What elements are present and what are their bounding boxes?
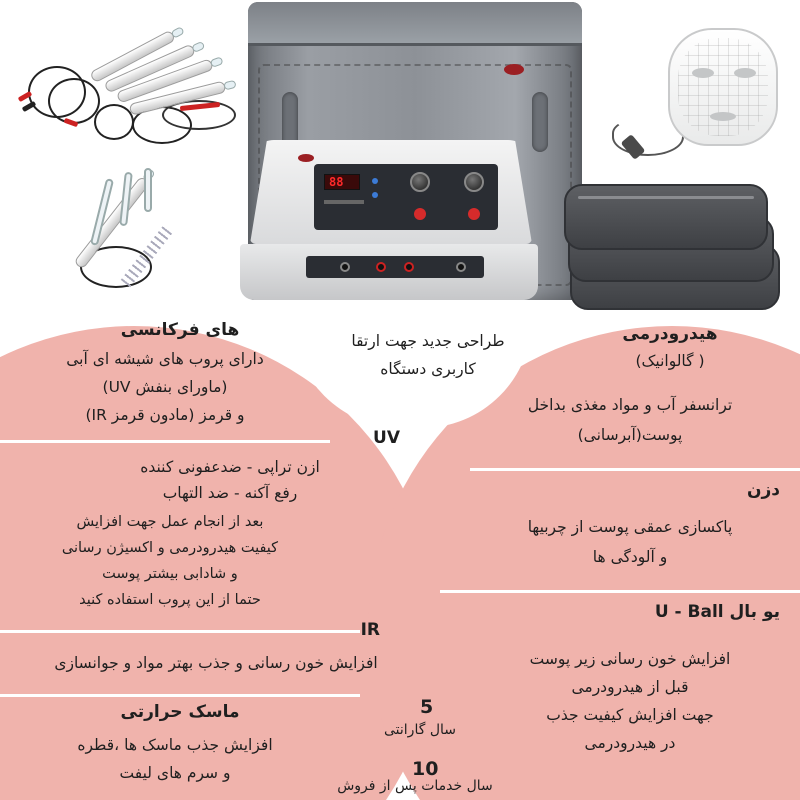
desincrustation-line: پاکسازی عمقی پوست از چربیها <box>527 518 733 536</box>
left-divider-1 <box>0 440 330 443</box>
hydroderma-title: هیدرودرمی <box>622 324 718 344</box>
facial-device-icon <box>240 140 538 300</box>
probe-set-icon <box>14 8 242 156</box>
hydroderma-line: پوست(آبرسانی) <box>577 426 683 444</box>
desincrustation-title: دزن <box>746 480 780 500</box>
ir-title: IR <box>360 620 380 640</box>
face-mask-icon <box>668 28 778 146</box>
right-divider-2 <box>440 590 800 593</box>
product-photo-area <box>0 0 800 318</box>
pouch-pads-icon <box>560 180 788 318</box>
hydroderma-line: ترانسفر آب و مواد مغذی بداخل <box>527 396 733 414</box>
features-panel <box>0 318 800 800</box>
center-line-2: کاربری دستگاه <box>380 360 476 378</box>
u-ball-title: یو بال U - Ball <box>654 602 780 622</box>
service-label: سال خدمات پس از فروش <box>337 778 493 794</box>
right-divider-1 <box>470 468 800 471</box>
left-divider-2 <box>0 630 360 633</box>
center-line-1: طراحی جدید جهت ارتقا <box>351 332 505 350</box>
high-frequency-line: دارای پروب های شیشه ای آبی <box>66 350 264 368</box>
uv-line: بعد از انجام عمل جهت افزایش <box>76 514 264 530</box>
warranty-label: سال گارانتی <box>384 722 456 738</box>
desincrustation-line: و آلودگی ها <box>592 548 668 566</box>
u-ball-line: جهت افزایش کیفیت جذب <box>546 706 714 724</box>
warranty-years: 5 <box>420 696 434 718</box>
ir-line: افزایش خون رسانی و جذب بهتر مواد و جوانسازی <box>54 654 378 672</box>
u-ball-line: افزایش خون رسانی زیر پوست <box>529 650 731 668</box>
hydroderma-subtitle: ( گالوانیک) <box>635 352 705 370</box>
uv-title: UV <box>373 428 400 448</box>
left-divider-3 <box>0 694 360 697</box>
thermal-mask-title: ماسک حرارتی <box>120 702 240 722</box>
thermal-mask-line: افزایش جذب ماسک ها ،قطره <box>77 736 273 754</box>
high-frequency-probes-icon <box>72 168 192 298</box>
high-frequency-title: های فرکانسی <box>120 320 240 340</box>
uv-line: و شادابی بیشتر پوست <box>102 566 238 582</box>
uv-line: حتما از این پروب استفاده کنید <box>79 592 261 608</box>
thermal-mask-line: و سرم های لیفت <box>119 764 231 782</box>
uv-line: رفع آکنه - ضد التهاب <box>162 484 298 502</box>
high-frequency-line: و قرمز (مادون قرمز IR) <box>85 406 245 424</box>
u-ball-line: قبل از هیدرودرمی <box>571 678 689 696</box>
uv-line: کیفیت هیدرودرمی و اکسیژن رسانی <box>61 540 279 556</box>
uv-line: ازن تراپی - ضدعفونی کننده <box>140 458 320 476</box>
high-frequency-line: (ماورای بنفش UV) <box>102 378 228 396</box>
u-ball-line: در هیدرودرمی <box>584 734 676 752</box>
service-years: 10 <box>412 758 439 780</box>
